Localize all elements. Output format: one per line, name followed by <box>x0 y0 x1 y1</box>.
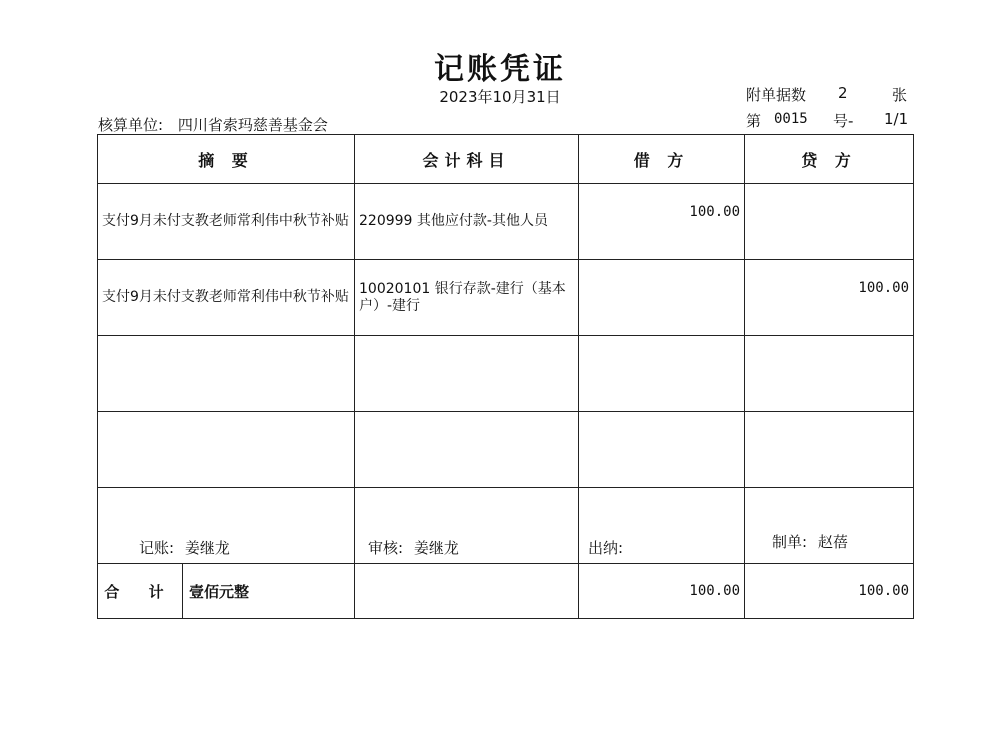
attachment-number: 2 <box>838 84 848 102</box>
table-row <box>98 260 914 336</box>
row-account: 220999 其他应付款-其他人员 <box>355 184 579 260</box>
bookkeeper-label: 记账: <box>139 539 175 557</box>
voucher-pages: 1/1 <box>884 110 909 128</box>
row-credit <box>745 336 914 412</box>
preparer-sign <box>772 531 848 552</box>
row-summary: 支付9月未付支教老师常利伟中秋节补贴 <box>98 184 355 260</box>
bookkeeper-name: 姜继龙 <box>184 539 230 557</box>
unit-name: 四川省索玛慈善基金会 <box>177 116 328 134</box>
row-account: 10020101 银行存款-建行（基本户）-建行 <box>355 260 579 336</box>
row-account <box>355 336 579 412</box>
reviewer-name: 姜继龙 <box>413 539 459 557</box>
bookkeeper-sign <box>139 537 230 558</box>
col-debit-header: 借 方 <box>579 135 745 184</box>
reviewer-label: 审核: <box>368 539 404 557</box>
row-summary <box>98 412 355 488</box>
cashier-label: 出纳: <box>588 539 624 557</box>
col-summary-header: 摘 要 <box>98 135 355 184</box>
preparer-label: 制单: <box>772 533 808 551</box>
row-debit: 100.00 <box>579 184 745 260</box>
table-row <box>98 336 914 412</box>
table-header-row <box>98 135 914 184</box>
total-row <box>98 564 914 619</box>
row-credit <box>745 488 914 564</box>
row-credit: 100.00 <box>745 260 914 336</box>
row-summary: 支付9月未付支教老师常利伟中秋节补贴 <box>98 260 355 336</box>
row-account <box>355 412 579 488</box>
reviewer-sign <box>368 537 459 558</box>
row-debit <box>579 336 745 412</box>
unit-label: 核算单位: <box>98 116 164 134</box>
total-amount-words: 壹佰元整 <box>189 582 250 601</box>
total-credit: 100.00 <box>745 564 914 619</box>
preparer-name: 赵蓓 <box>817 533 848 551</box>
table-row <box>98 184 914 260</box>
col-credit-header: 贷 方 <box>745 135 914 184</box>
voucher-title: 记账凭证 <box>434 52 566 87</box>
row-debit <box>579 260 745 336</box>
voucher-prefix: 第 <box>746 112 762 130</box>
voucher-no: 0015 <box>774 111 808 127</box>
total-blank <box>355 564 579 619</box>
row-credit <box>745 412 914 488</box>
cashier-sign <box>588 537 629 558</box>
col-account-header: 会计科目 <box>355 135 579 184</box>
total-debit: 100.00 <box>579 564 745 619</box>
accounting-unit <box>98 114 328 135</box>
row-debit <box>579 412 745 488</box>
total-cell <box>98 564 355 619</box>
attachment-label: 附单据数 <box>746 86 807 104</box>
row-summary <box>98 336 355 412</box>
voucher-date: 2023年10月31日 <box>439 88 561 106</box>
total-label: 合 计 <box>98 564 183 618</box>
voucher-suffix: 号- <box>833 112 854 130</box>
attachment-unit: 张 <box>892 86 908 104</box>
table-row <box>98 412 914 488</box>
row-credit <box>745 184 914 260</box>
